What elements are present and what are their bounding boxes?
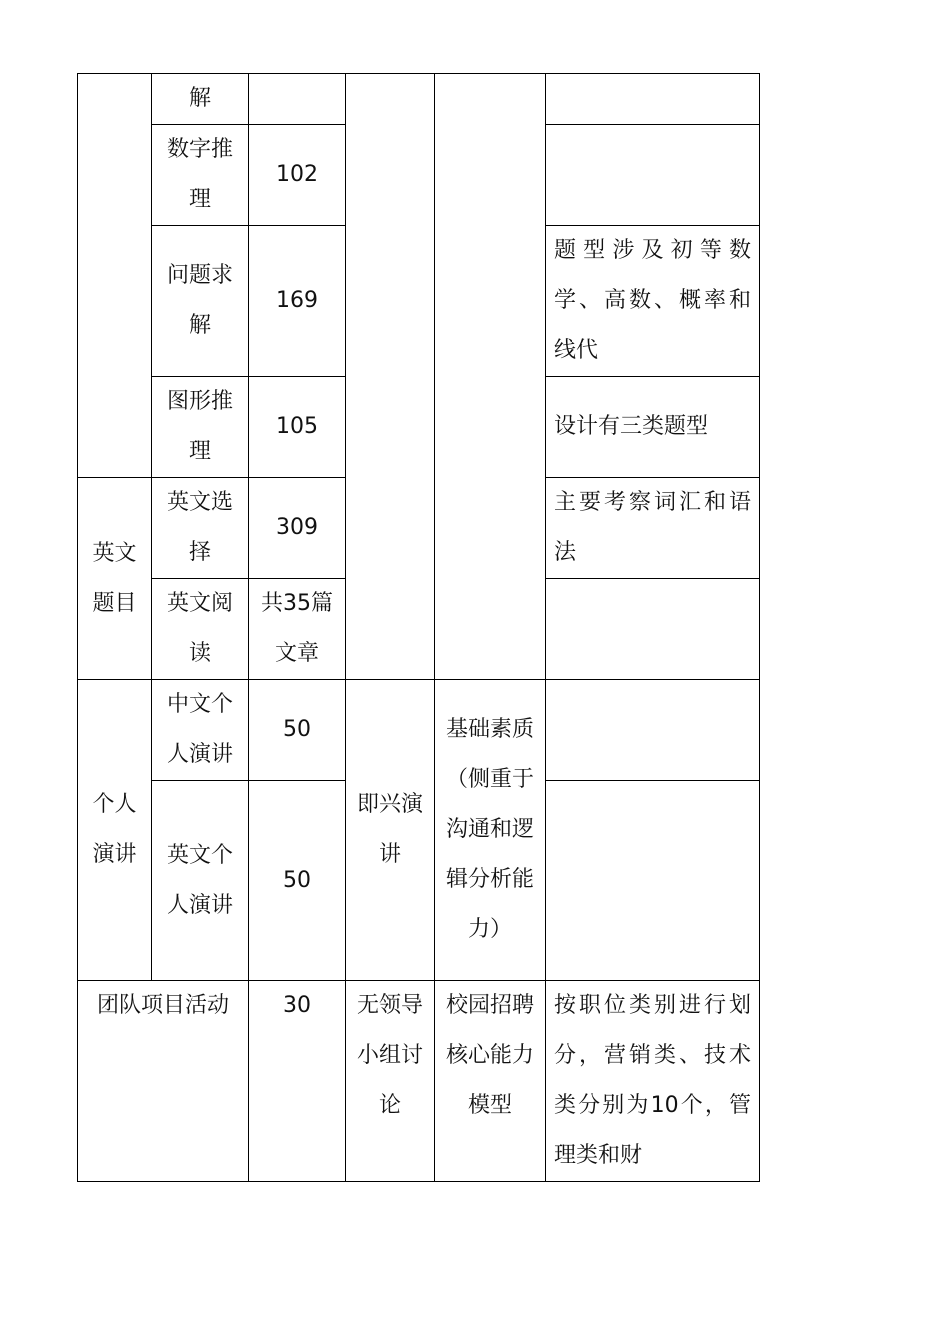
table-cell: 图形推理 xyxy=(152,377,249,478)
table-cell xyxy=(546,579,760,680)
table-cell: 即兴演讲 xyxy=(346,680,435,981)
table-cell: 基础素质（侧重于沟通和逻辑分析能力） xyxy=(435,680,546,981)
table-cell: 主要考察词汇和语法 xyxy=(546,478,760,579)
table-cell xyxy=(546,680,760,781)
table-cell: 个人演讲 xyxy=(78,680,152,981)
table-cell: 团队项目活动 xyxy=(78,981,249,1182)
table-cell: 按职位类别进行划分，营销类、技术类分别为10个，管理类和财 xyxy=(546,981,760,1182)
table-cell: 问题求解 xyxy=(152,226,249,377)
table-cell: 英文个人演讲 xyxy=(152,781,249,981)
table-row xyxy=(78,981,760,1182)
table-cell xyxy=(346,74,435,680)
table-row xyxy=(78,74,760,125)
table-cell: 30 xyxy=(249,981,346,1182)
table-cell: 无领导小组讨论 xyxy=(346,981,435,1182)
table-cell xyxy=(546,125,760,226)
data-table xyxy=(77,73,760,1182)
table-cell: 169 xyxy=(249,226,346,377)
table-cell: 英文题目 xyxy=(78,478,152,680)
table-cell: 102 xyxy=(249,125,346,226)
table-cell xyxy=(546,781,760,981)
table-cell: 50 xyxy=(249,680,346,781)
table-cell: 题型涉及初等数学、高数、概率和线代 xyxy=(546,226,760,377)
table-cell: 50 xyxy=(249,781,346,981)
table-cell: 校园招聘核心能力模型 xyxy=(435,981,546,1182)
table-cell: 英文阅读 xyxy=(152,579,249,680)
table-cell xyxy=(249,74,346,125)
table-cell xyxy=(78,74,152,478)
table-cell: 中文个人演讲 xyxy=(152,680,249,781)
table-cell: 105 xyxy=(249,377,346,478)
table-cell: 数字推理 xyxy=(152,125,249,226)
table-cell: 设计有三类题型 xyxy=(546,377,760,478)
table-cell xyxy=(435,74,546,680)
table-row xyxy=(78,680,760,781)
table-cell: 309 xyxy=(249,478,346,579)
table-cell: 英文选择 xyxy=(152,478,249,579)
table-cell: 解 xyxy=(152,74,249,125)
table-cell: 共35篇文章 xyxy=(249,579,346,680)
table-cell xyxy=(546,74,760,125)
